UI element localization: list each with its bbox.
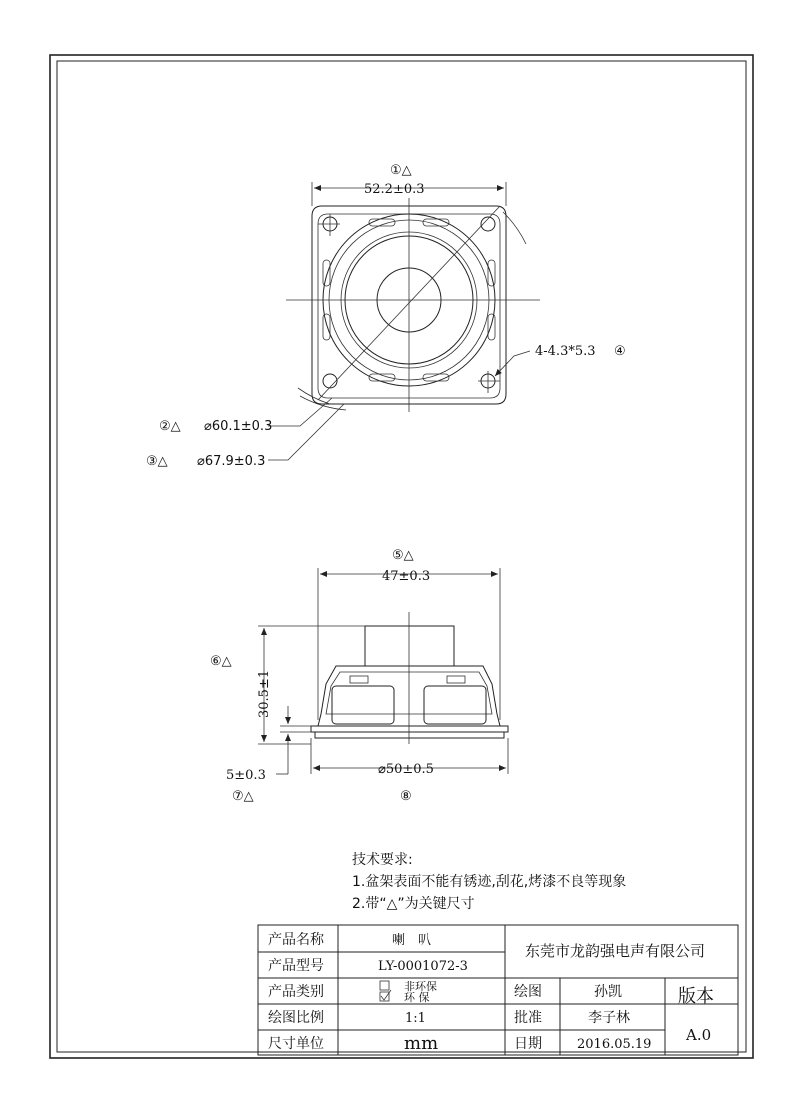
- date-label: 日期: [514, 1036, 542, 1052]
- drawn-value: 孙凯: [594, 984, 622, 1000]
- notes-heading: 技术要求:: [352, 852, 413, 868]
- top-view: [268, 182, 540, 460]
- drawn-label: 绘图: [514, 984, 542, 1000]
- check-icon: [381, 990, 391, 1000]
- unit-value: mm: [404, 1033, 439, 1054]
- callout-4: ④: [614, 344, 626, 359]
- title-block: [258, 925, 738, 1055]
- dim-bottom-width-label: ⌀50±0.5: [378, 762, 434, 777]
- product-model-value: LY-0001072-3: [378, 959, 468, 974]
- unit-label: 尺寸单位: [268, 1036, 324, 1052]
- product-name-label: 产品名称: [268, 932, 324, 948]
- callout-3: ③△: [146, 454, 168, 469]
- version-value: A.0: [686, 1026, 712, 1044]
- version-label: 版本: [678, 986, 714, 1007]
- callout-8: ⑧: [400, 789, 412, 804]
- scale-label: 绘图比例: [268, 1010, 324, 1026]
- notes-item-1: 1.盆架表面不能有锈迹,刮花,烤漆不良等现象: [352, 874, 627, 890]
- dim-width-label: 52.2±0.3: [364, 182, 425, 197]
- product-model-label: 产品型号: [268, 958, 324, 974]
- technical-notes: [352, 851, 626, 912]
- callout-1: ①△: [390, 163, 412, 178]
- side-view: [258, 568, 508, 774]
- product-type-label: 产品类别: [268, 984, 324, 1000]
- approved-value: 李子林: [588, 1010, 630, 1026]
- approved-label: 批准: [514, 1010, 542, 1026]
- top-view-labels: [146, 163, 626, 469]
- product-name-value: 喇 叭: [392, 933, 432, 948]
- date-value: 2016.05.19: [577, 1037, 652, 1052]
- dim-dia-outer-label: ⌀67.9±0.3: [197, 454, 266, 469]
- type-option-1: 非环保: [404, 980, 437, 993]
- callout-2: ②△: [159, 419, 181, 434]
- checkbox-non-eco[interactable]: [380, 981, 389, 990]
- dim-holes-label: 4-4.3*5.3: [535, 344, 596, 359]
- dim-dia-inner-label: ⌀60.1±0.3: [204, 419, 273, 434]
- callout-5: ⑤△: [392, 548, 414, 563]
- notes-item-2: 2.带“△”为关键尺寸: [352, 896, 475, 912]
- dim-height-label: 30.5±1: [257, 669, 272, 718]
- callout-7: ⑦△: [232, 789, 254, 804]
- dim-top-width-label: 47±0.3: [382, 569, 431, 584]
- company-name: 东莞市龙韵强电声有限公司: [525, 942, 706, 960]
- type-option-2: 环 保: [404, 991, 430, 1004]
- side-view-labels: [210, 548, 434, 804]
- dim-flange-label: 5±0.3: [226, 768, 266, 783]
- scale-value: 1:1: [405, 1011, 426, 1026]
- callout-6: ⑥△: [210, 654, 232, 669]
